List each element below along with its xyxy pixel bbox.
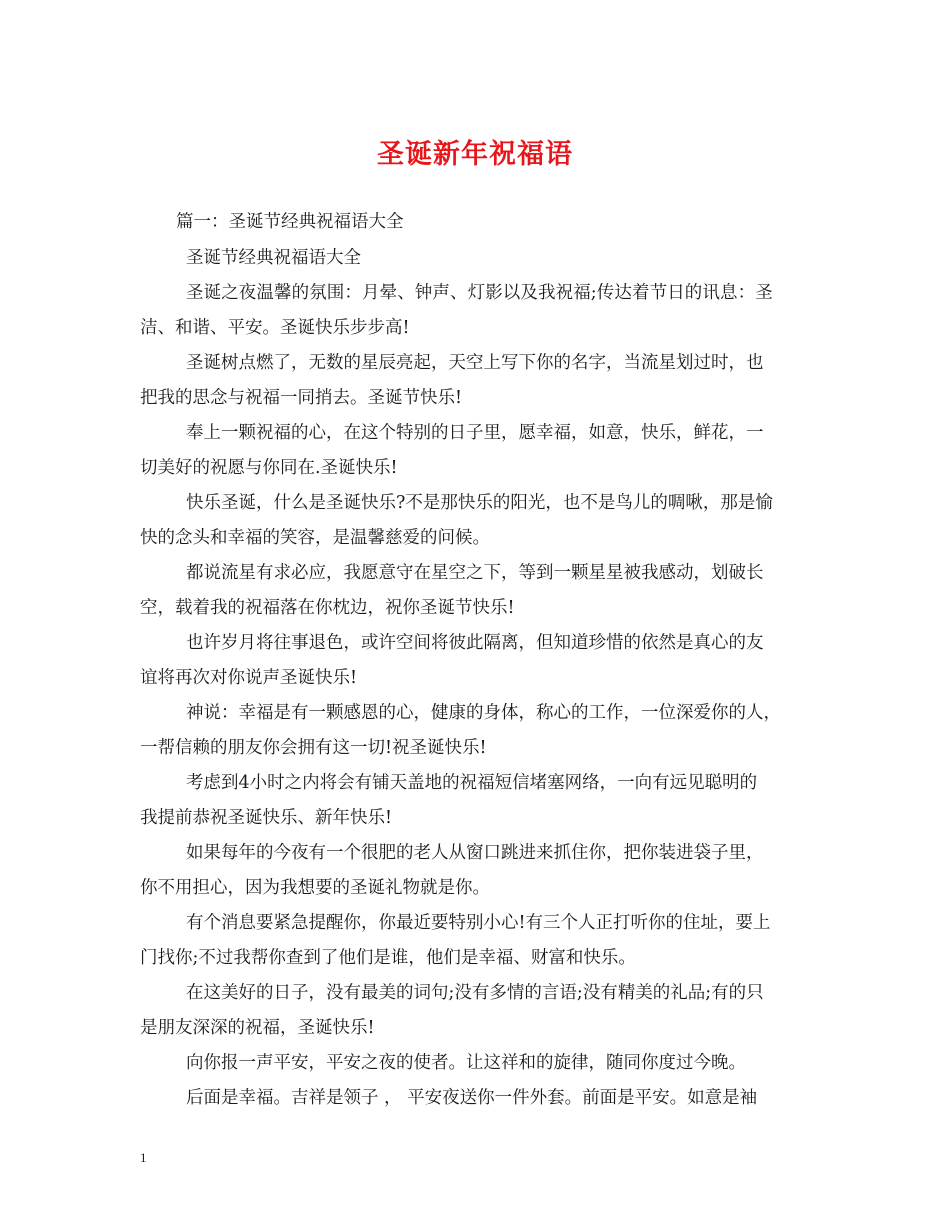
subheading: 圣诞节经典祝福语大全 (186, 248, 361, 268)
paragraph-line: 有个消息要紧急提醒你，你最近要特别小心!有三个人正打听你的住址，要上 (186, 913, 771, 933)
page-number: 1 (140, 1150, 147, 1165)
paragraph-line: 神说：幸福是有一颗感恩的心，健康的身体，称心的工作，一位深爱你的人， (186, 703, 781, 723)
paragraph-line: 向你报一声平安，平安之夜的使者。让这祥和的旋律，随同你度过今晚。 (186, 1053, 746, 1073)
paragraph-line: 一帮信赖的朋友你会拥有这一切!祝圣诞快乐! (140, 738, 487, 758)
paragraph-line: 奉上一颗祝福的心，在这个特别的日子里，愿幸福，如意，快乐，鲜花，一 (186, 423, 764, 443)
document-title: 圣诞新年祝福语 (377, 139, 573, 170)
paragraph-line: 空，载着我的祝福落在你枕边，祝你圣诞节快乐! (140, 598, 515, 618)
paragraph-line: 门找你;不过我帮你查到了他们是谁，他们是幸福、财富和快乐。 (140, 948, 636, 968)
paragraph-line: 洁、和谐、平安。圣诞快乐步步高! (140, 318, 410, 338)
paragraph-line: 都说流星有求必应，我愿意守在星空之下，等到一颗星星被我感动，划破长 (186, 563, 764, 583)
paragraph-line: 是朋友深深的祝福，圣诞快乐! (140, 1018, 375, 1038)
paragraph-line: 圣诞树点燃了，无数的星辰亮起，天空上写下你的名字，当流星划过时，也 (186, 353, 764, 373)
paragraph-line: 考虑到4小时之内将会有铺天盖地的祝福短信堵塞网络，一向有远见聪明的 (186, 773, 758, 793)
paragraph-line: 圣诞之夜温馨的氛围：月晕、钟声、灯影以及我祝福;传达着节日的讯息：圣 (186, 283, 773, 303)
paragraph-line: 你不用担心，因为我想要的圣诞礼物就是你。 (140, 878, 490, 898)
paragraph-line: 把我的思念与祝福一同捎去。圣诞节快乐! (140, 388, 463, 408)
paragraph-line: 后面是幸福。吉祥是领子 ， 平安夜送你一件外套。前面是平安。如意是袖 (186, 1088, 758, 1108)
paragraph-line: 在这美好的日子，没有最美的词句;没有多情的言语;没有精美的礼品;有的只 (186, 983, 764, 1003)
section-heading: 篇一：圣诞节经典祝福语大全 (176, 212, 404, 232)
paragraph-line: 切美好的祝愿与你同在.圣诞快乐! (140, 458, 398, 478)
paragraph-line: 快乐圣诞，什么是圣诞快乐?不是那快乐的阳光，也不是鸟儿的啁啾，那是愉 (186, 493, 773, 513)
paragraph-line: 我提前恭祝圣诞快乐、新年快乐! (140, 808, 393, 828)
paragraph-line: 谊将再次对你说声圣诞快乐! (140, 668, 358, 688)
paragraph-line: 快的念头和幸福的笑容，是温馨慈爱的问候。 (140, 528, 490, 548)
paragraph-line: 如果每年的今夜有一个很肥的老人从窗口跳进来抓住你，把你装进袋子里， (186, 843, 764, 863)
paragraph-line: 也许岁月将往事退色，或许空间将彼此隔离，但知道珍惜的依然是真心的友 (186, 633, 764, 653)
